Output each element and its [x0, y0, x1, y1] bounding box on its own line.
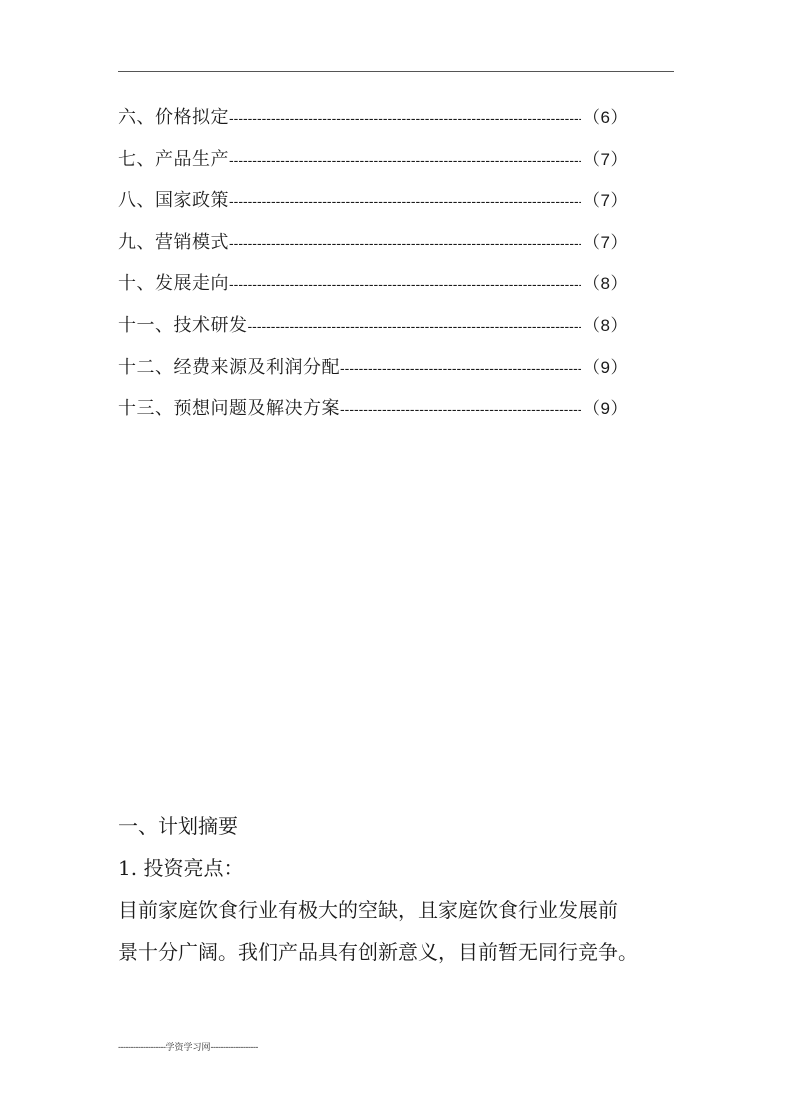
toc-entry-title: 七、产品生产 — [118, 148, 229, 170]
toc-entry-price[interactable] — [118, 104, 628, 146]
toc-entry-production[interactable] — [118, 146, 628, 188]
toc-leader-dashes — [229, 229, 581, 257]
toc-page-number: （7） — [583, 149, 628, 169]
toc-page-number: （6） — [583, 108, 628, 127]
toc-entry-title: 六、价格拟定 — [118, 107, 229, 128]
footer-left-dashes: ------------------- — [118, 1042, 166, 1052]
table-of-contents — [118, 104, 628, 437]
toc-page-number: （8） — [583, 315, 628, 335]
toc-entry-marketing[interactable] — [118, 229, 628, 271]
footer-right-dashes: ------------------- — [210, 1042, 258, 1052]
toc-leader-dashes — [229, 187, 581, 215]
toc-entry-policy[interactable] — [118, 187, 628, 229]
toc-leader-dashes — [248, 312, 582, 340]
toc-page-number: （8） — [583, 274, 628, 294]
toc-entry-title: 八、国家政策 — [118, 190, 229, 212]
toc-entry-title: 九、营销模式 — [118, 231, 229, 253]
header-rule — [118, 71, 674, 72]
toc-entry-problems[interactable] — [118, 395, 628, 437]
toc-entry-rnd[interactable] — [118, 312, 628, 354]
toc-leader-dashes — [229, 104, 581, 132]
toc-entry-title: 十一、技术研发 — [118, 314, 248, 336]
paragraph-line: 目前家庭饮食行业有极大的空缺，且家庭饮食行业发展前 — [118, 898, 618, 922]
toc-entry-title: 十三、预想问题及解决方案 — [118, 398, 340, 420]
page-footer — [118, 1040, 258, 1053]
toc-leader-dashes — [229, 146, 581, 174]
toc-page-number: （7） — [583, 191, 628, 211]
toc-entry-title: 十二、经费来源及利润分配 — [118, 356, 340, 378]
toc-entry-title: 十、发展走向 — [118, 273, 229, 295]
paragraph-line: 景十分广阔。我们产品具有创新意义，目前暂无同行竞争。 — [118, 940, 638, 964]
toc-leader-dashes — [340, 354, 581, 382]
toc-page-number: （7） — [583, 232, 628, 252]
section-heading: 一、计划摘要 — [118, 814, 238, 838]
toc-page-number: （9） — [583, 357, 628, 377]
toc-page-number: （9） — [583, 399, 628, 419]
footer-text: 学资学习网 — [165, 1043, 211, 1053]
section-subheading: 1. 投资亮点： — [118, 856, 244, 880]
toc-entry-funding[interactable] — [118, 354, 628, 396]
toc-leader-dashes — [340, 395, 581, 423]
plan-summary-section — [118, 808, 678, 976]
toc-leader-dashes — [229, 270, 581, 298]
toc-entry-development[interactable] — [118, 270, 628, 312]
